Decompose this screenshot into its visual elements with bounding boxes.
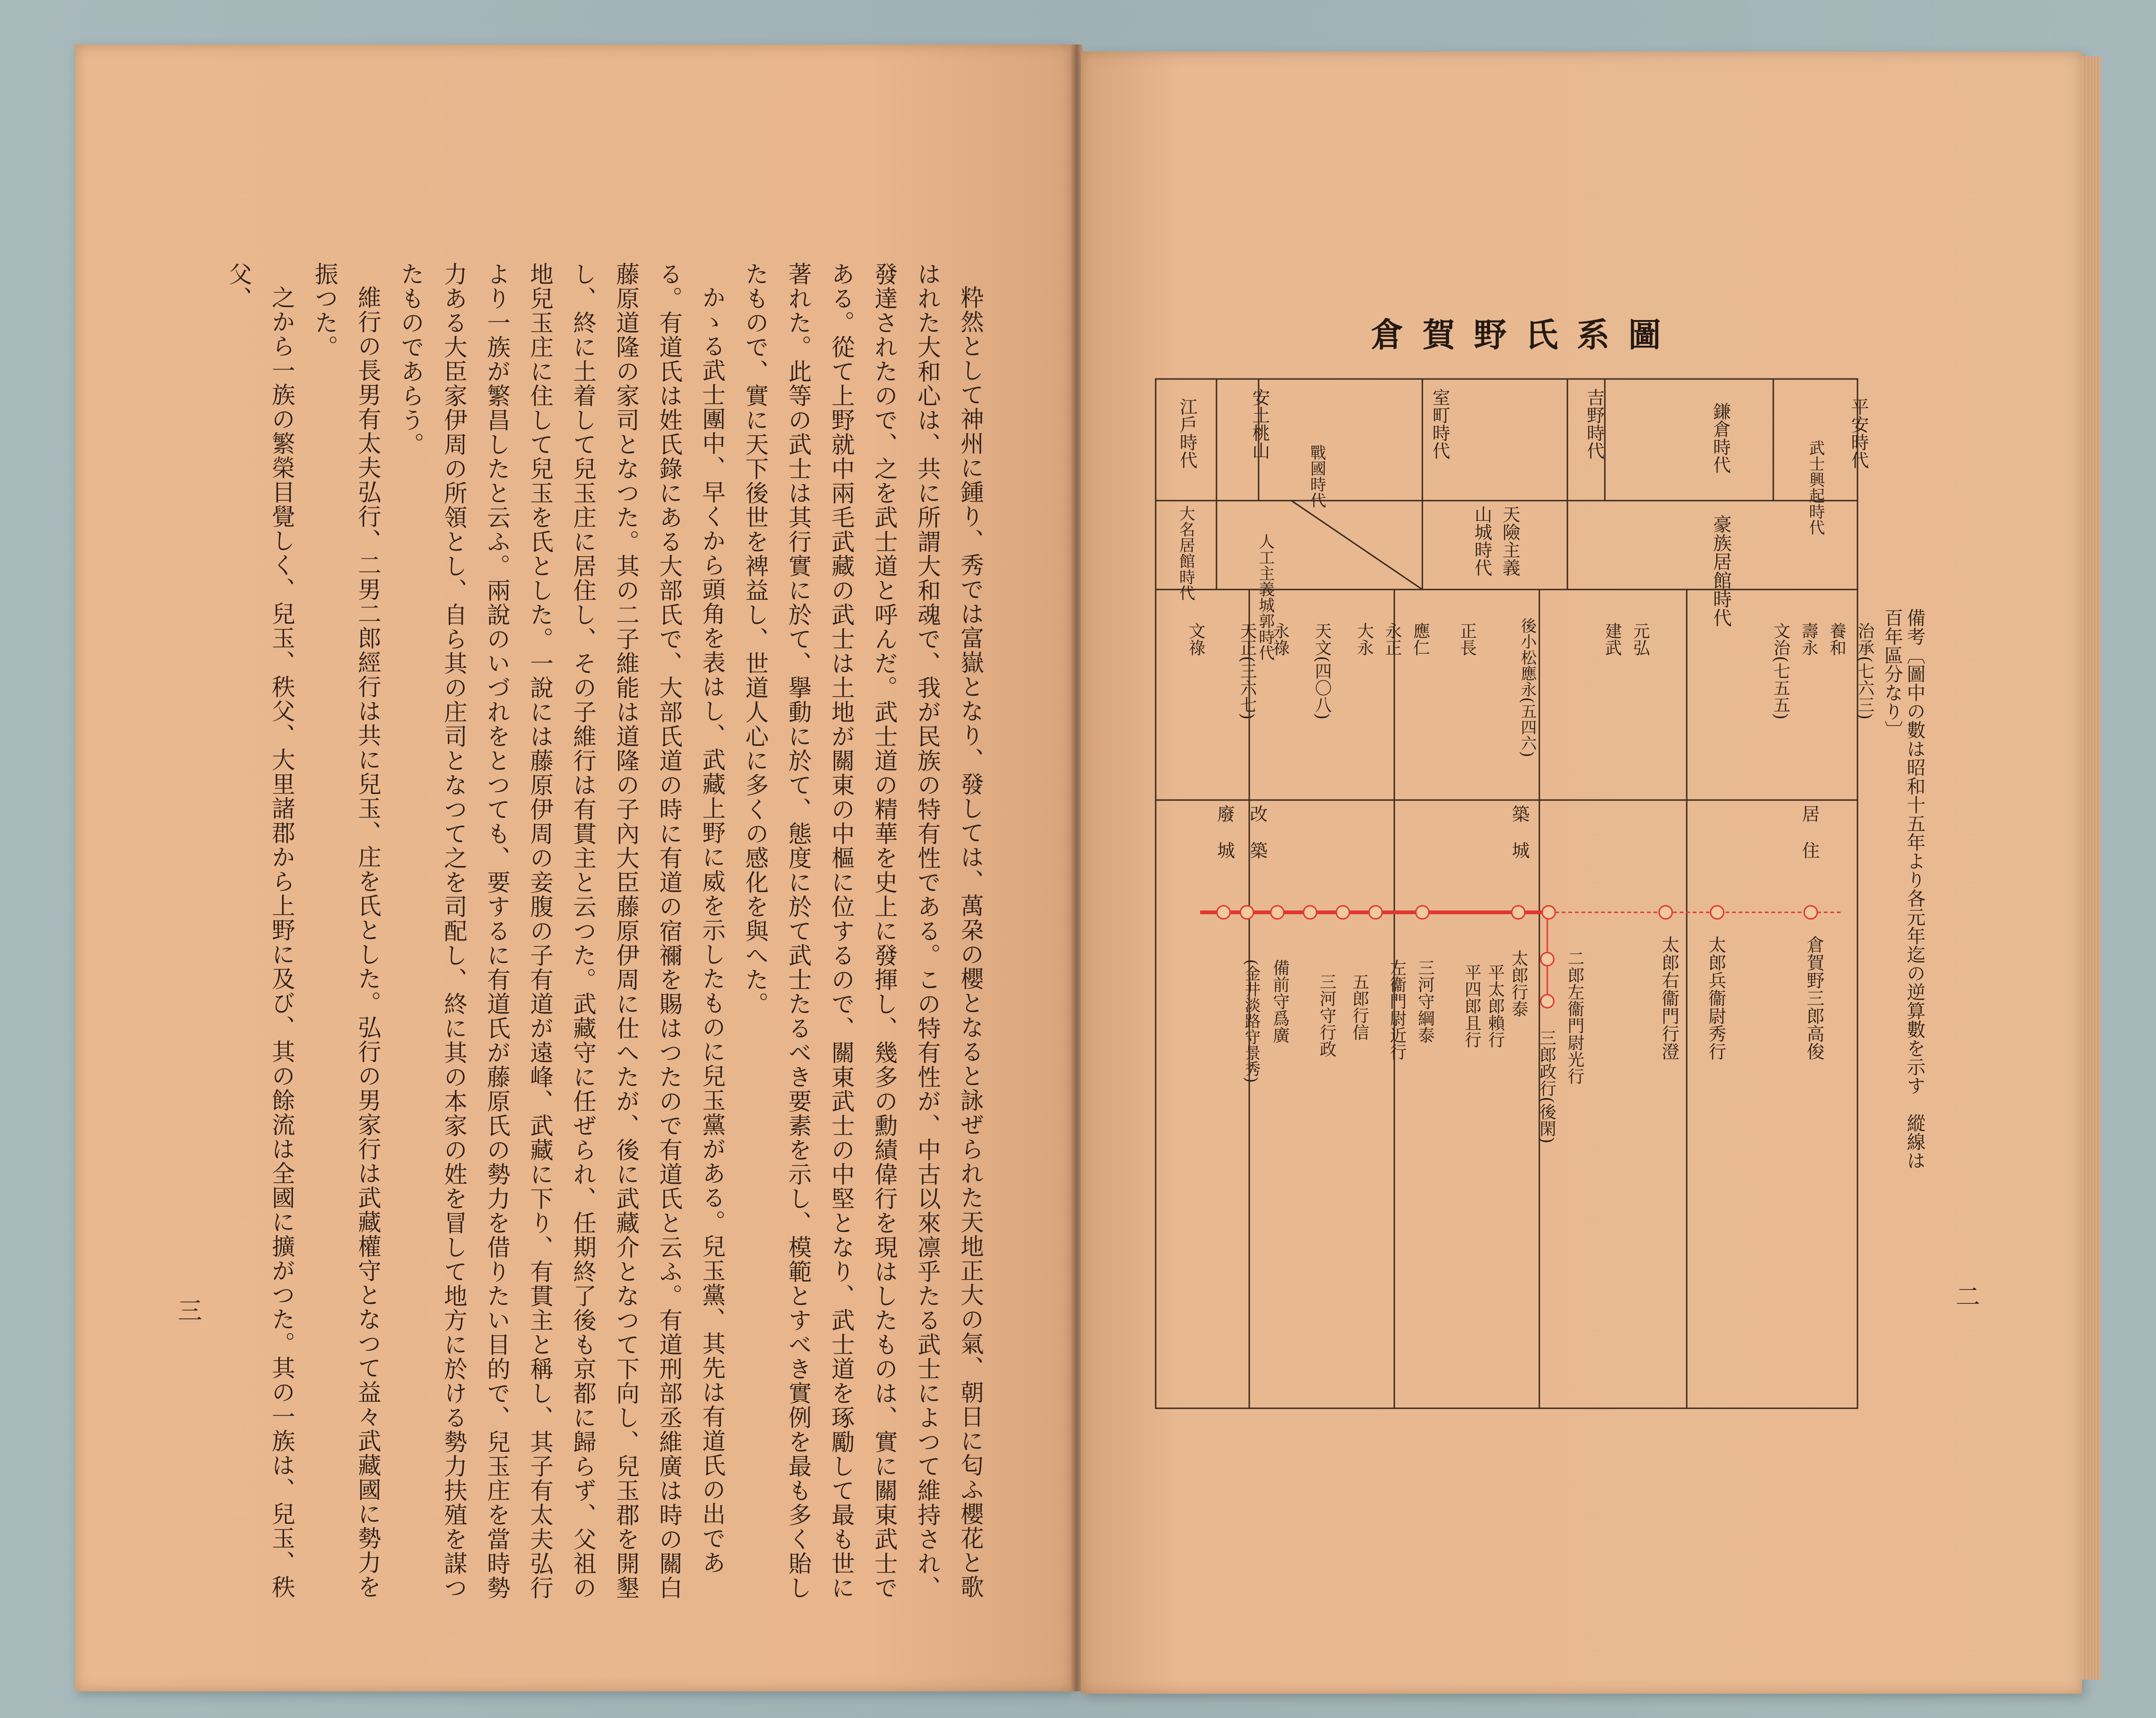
paragraph: かゝる武士團中、早くから頭角を表はし、武藏上野に威を示したものに兒玉黨がある。兒玉黨、其先は有道氏の出である。有道氏は姓氏錄にある大部氏で、大部氏道の時に有道の宿禰を賜はつたので有道氏と云ふ。有道刑部丞維廣は時の關白藤原道隆の家司となつた。其の二子維能は道隆の子內大臣藤原伊周に仕へたが、後に武藏介となつて下向し、兒玉郡を開墾し、終に土着して兒玉庄に居住し、その子維行は有貫主と云つた。武藏守に任ぜられ、任期終了後も京都に歸らず、父祖の地兒玉庄に住して兒玉を氏とした。一說には藤原伊周の妾腹の子有道が遠峰、武藏に下り、有貫主と稱し、其子有太夫弘行より一族が繁昌したと云ふ。兩說のいづれをとつても、要するに有道氏が藤原氏の勢力を借りたい目的で、兒玉庄を當時勢力ある大臣家伊周の所領とし、自ら其の庄司となつて之を司配し、終に其の本家の姓を冒して地方に於ける勢力扶殖を謀つたものであらう。 [397, 262, 726, 1600]
era-azuchi: 安土桃山 [1249, 388, 1270, 459]
nengo: 天正(三六七) [1238, 622, 1257, 720]
residence-yamajiro: 山城時代 [1471, 505, 1492, 576]
nengo: 正長 [1457, 622, 1477, 656]
person: 左衞門尉近行 [1387, 959, 1406, 1060]
nengo: 建武 [1602, 622, 1622, 656]
residence-daimyo: 大名居館時代 [1176, 505, 1195, 601]
nengo: 文治(七五五) [1771, 622, 1790, 720]
person: 倉賀野三郎高俊 [1804, 936, 1824, 1060]
nengo: 養和 [1827, 622, 1846, 656]
person: 三河守行政 [1317, 973, 1336, 1057]
nengo: 天文(四〇八) [1312, 622, 1332, 720]
paragraph: 維行の長男有太夫弘行、二男二郎經行は共に兒玉、庄を氏とした。弘行の男家行は武藏權守となつて益々武藏國に勢力を振つた。 [311, 262, 381, 1599]
person: (金井淡路守景秀) [1242, 959, 1260, 1083]
nengo: 應仁 [1411, 622, 1430, 656]
person: 三河守綱泰 [1415, 959, 1435, 1043]
era-muromachi: 室町時代 [1429, 388, 1450, 459]
nengo: 後小松應永(五四六) [1518, 618, 1537, 757]
person: 三郎政行(後閑) [1537, 1029, 1556, 1144]
body-text [225, 262, 992, 1619]
residence-jinko: 人工主義城郭時代 [1256, 533, 1275, 661]
nengo: 文祿 [1186, 622, 1205, 656]
person: 二郎左衞門尉光行 [1565, 950, 1584, 1085]
residence-gozoku: 豪族居館時代 [1710, 515, 1732, 627]
paragraph: 粋然として神州に鍾り、秀では富嶽となり、發しては、萬朶の櫻となると詠ぜられた天地正大の氣、朝日に匂ふ櫻花と歌はれた大和心は、共に所謂大和魂で、我が民族の特有性である。この特有性が、中古以來凛乎たる武士によつて維持され、發達されたので、之を武士道と呼んだ。武士道の精華を史上に發揮し、幾多の勳績偉行を現はしたものは、實に關東武士である。從て上野就中兩毛武藏の武士は土地が關東の中樞に位するので、關東武士の中堅となり、武士道を琢勵して最も世に著れた。此等の武士は其行實に於て、擧動に於て、態度に於て武士たるべき要素を示し、模範とすべき實例を最も多く貽したもので、實に天下後世を裨益し、世道人心に多くの感化を與へた。 [742, 262, 984, 1600]
person: 太郎行泰 [1509, 950, 1528, 1017]
event-kaichiku: 改築 [1247, 805, 1267, 878]
nengo: 大永 [1355, 622, 1374, 656]
residence-tenken: 天險主義 [1500, 505, 1520, 576]
nengo: 永正 [1383, 622, 1402, 656]
nengo: 壽永 [1799, 622, 1818, 656]
person: 備前守爲廣 [1270, 959, 1289, 1043]
person: 五郎行信 [1350, 973, 1369, 1041]
era-yoshino: 吉野時代 [1584, 388, 1604, 459]
chart-title: 倉賀野氏系圖 [1371, 315, 1680, 354]
person: 平四郎且行 [1462, 964, 1481, 1048]
event-kyoju: 居住 [1799, 805, 1820, 878]
remark-note: 備考〔圖中の數は昭和十五年より各元年迄の逆算數を示す 縱線は百年區分なり〕 [1881, 608, 1925, 1170]
person: 平太郎賴行 [1486, 964, 1505, 1048]
nengo: 永祿 [1270, 622, 1289, 656]
paragraph: 之から一族の繁榮目覺しく、兒玉、秩父、大里諸郡から上野に及び、其の餘流は全國に擴がつた。其の一族は、兒玉、秩父、 [225, 262, 295, 1599]
person: 太郎兵衞尉秀行 [1705, 936, 1726, 1060]
page-edges [2082, 56, 2101, 1680]
era-kamakura: 鎌倉時代 [1710, 402, 1731, 473]
era-sub-bushi: 武士興起時代 [1806, 440, 1825, 535]
event-chikujo: 築城 [1509, 805, 1530, 878]
page-number-left: 三 [178, 1297, 203, 1325]
era-sengoku: 戰國時代 [1307, 444, 1326, 508]
page-number-right: 二 [1956, 1283, 1981, 1311]
nengo: 治承(七六三) [1855, 622, 1874, 720]
era-heian: 平安時代 [1848, 398, 1869, 469]
event-haijo: 廢城 [1214, 805, 1235, 878]
era-edo: 江戶時代 [1177, 398, 1197, 469]
person: 太郎右衞門行澄 [1659, 936, 1679, 1060]
nengo: 元弘 [1631, 622, 1650, 656]
